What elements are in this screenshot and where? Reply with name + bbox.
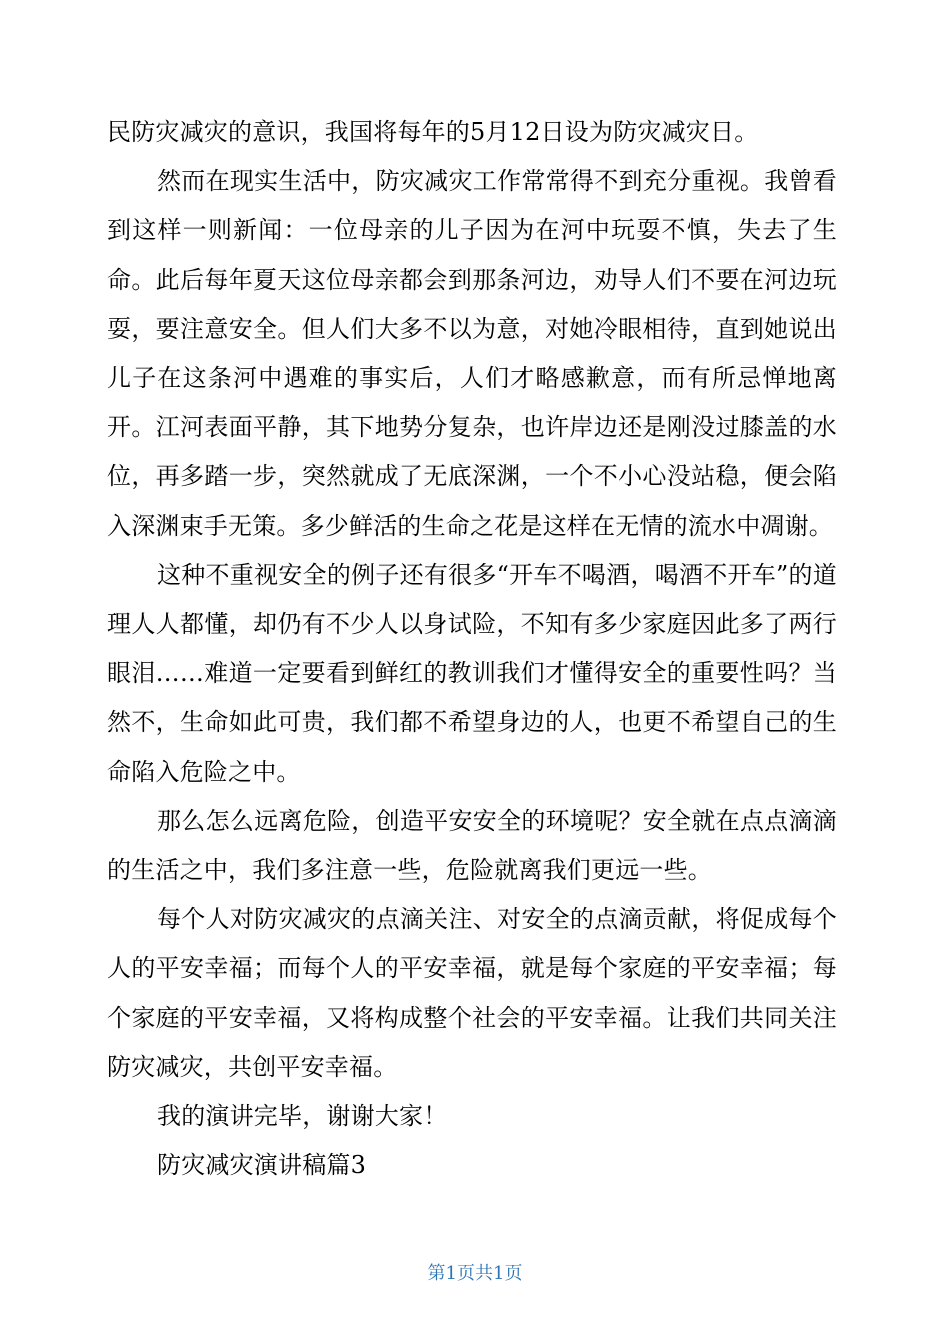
paragraph-3: 这种不重视安全的例子还有很多“开车不喝酒，喝酒不开车”的道理人人都懂，却仍有不少人以身试险，不知有多少家庭因此多了两行眼泪……难道一定要看到鲜红的教训我们才懂得安全的重要性吗？当然不，生命如此可贵，我们都不希望身边的人，也更不希望自己的生命陷入危险之中。 <box>107 560 837 786</box>
paragraph-2: 然而在现实生活中，防灾减灾工作常常得不到充分重视。我曾看到这样一则新闻：一位母亲的儿子因为在河中玩耍不慎，失去了生命。此后每年夏天这位母亲都会到那条河边，劝导人们不要在河边玩耍，要注意安全。但人们大多不以为意，对她冷眼相待，直到她说出儿子在这条河中遇难的事实后，人们才略感歉意，而有所忌惮地离开。江河表面平静，其下地势分复杂，也许岸边还是刚没过膝盖的水位，再多踏一步，突然就成了无底深渊，一个不小心没站稳，便会陷入深渊束手无策。多少鲜活的生命之花是这样在无情的流水中凋谢。 <box>107 167 837 540</box>
page-number-footer: 第1页共1页 <box>427 1263 523 1284</box>
closing-remark: 我的演讲完毕，谢谢大家！ <box>157 1102 448 1131</box>
paragraph-5: 每个人对防灾减灾的点滴关注、对安全的点滴贡献，将促成每个人的平安幸福；而每个人的平安幸福，就是每个家庭的平安幸福；每个家庭的平安幸福，又将构成整个社会的平安幸福。让我们共同关注防灾减灾，共创平安幸福。 <box>107 905 837 1081</box>
paragraph-1: 民防灾减灾的意识，我国将每年的5月12日设为防灾减灾日。 <box>107 118 759 146</box>
document-body <box>107 108 837 1190</box>
next-section-heading: 防灾减灾演讲稿篇3 <box>157 1151 367 1180</box>
paragraph-4: 那么怎么远离危险，创造平安安全的环境呢？安全就在点点滴滴的生活之中，我们多注意一些，危险就离我们更远一些。 <box>107 806 837 885</box>
